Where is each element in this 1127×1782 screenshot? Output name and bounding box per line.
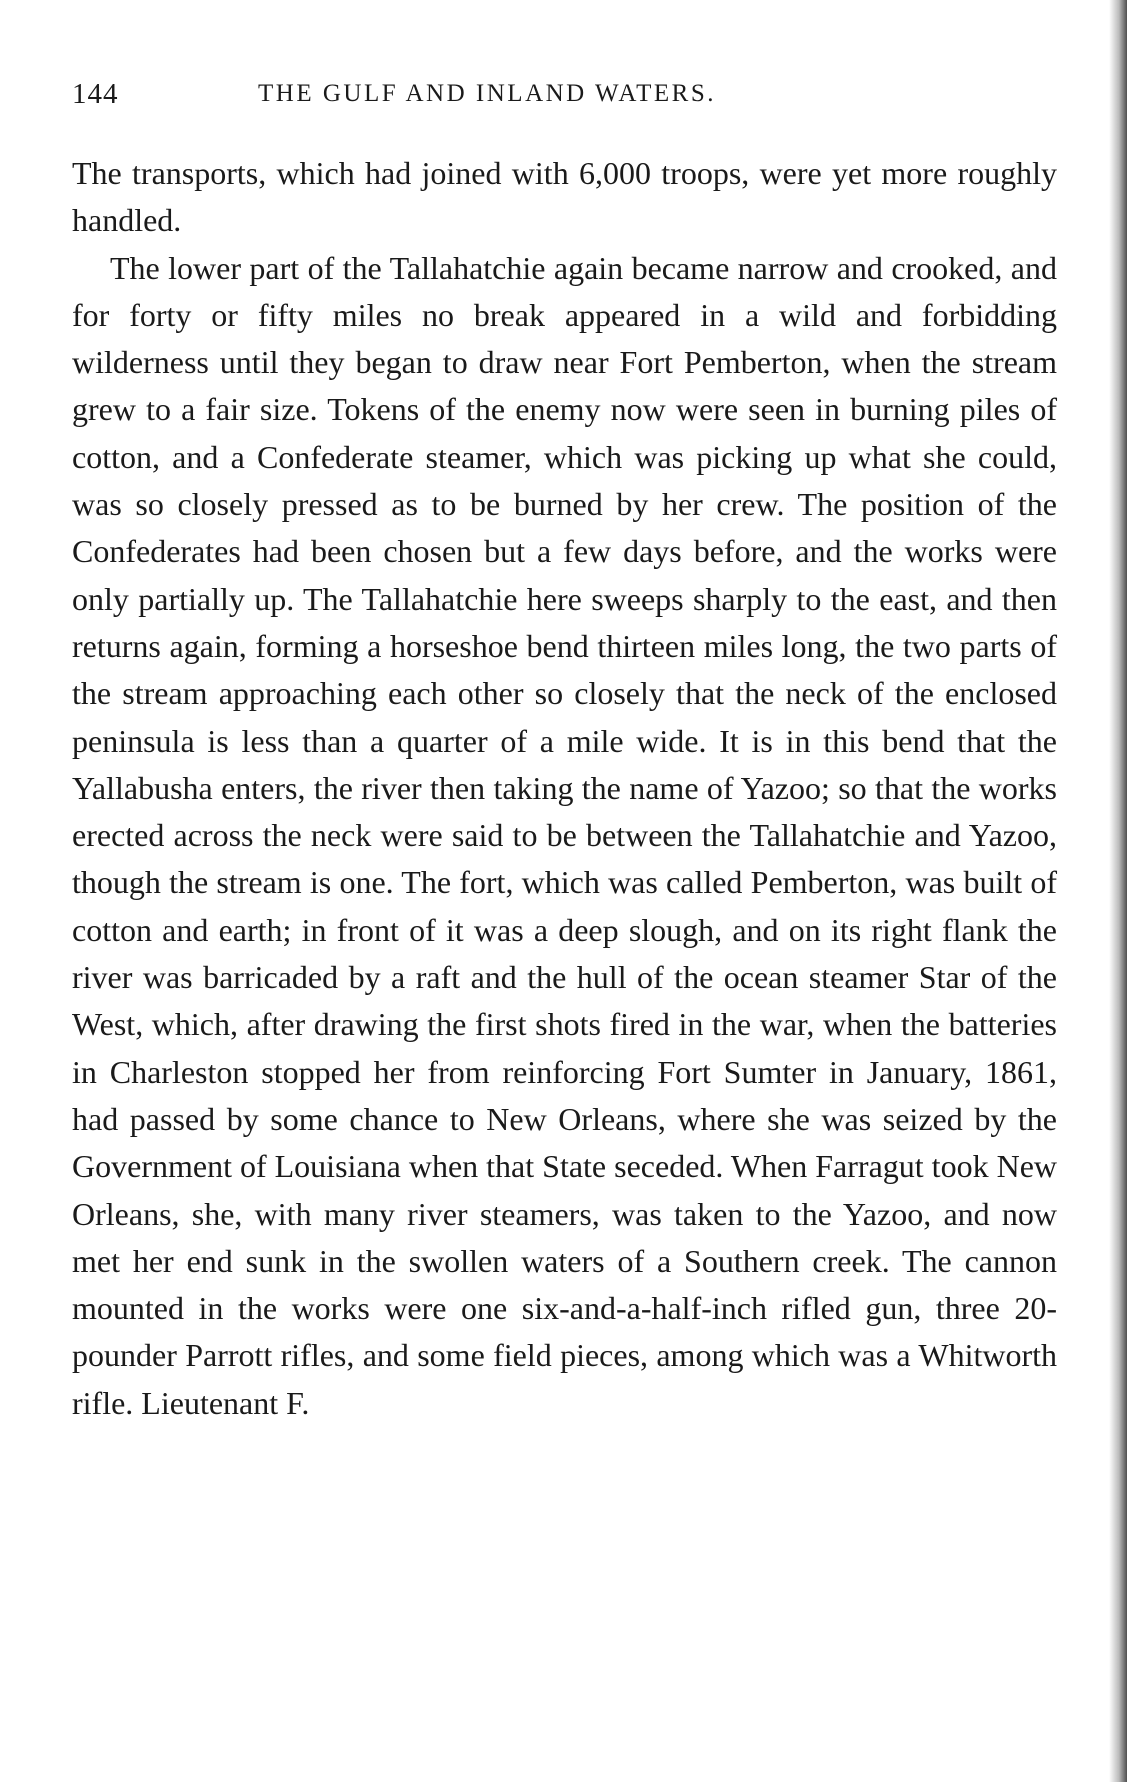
paragraph-continued: The transports, which had joined with 6,000 troops, were yet more roughly handled. xyxy=(72,155,1057,239)
running-head xyxy=(72,78,1057,118)
paragraph: The lower part of the Tallahatchie again became narrow and crooked, and for forty or fifty miles no break appeared in a wild and forbidding wilderness until they began to draw near Fort Pemberton, when the stream grew to a fair size. Tokens of the enemy now were seen in burning piles of cotton, and a Confederate steamer, which was picking up what she could, was so closely pressed as to be burned by her crew. The position of the Confederates had been chosen but a few days before, and the works were only partially up. The Tallahatchie here sweeps sharply to the east, and then returns again, forming a horseshoe bend thirteen miles long, the two parts of the stream approaching each other so closely that the neck of the enclosed peninsula is less than a quarter of a mile wide. It is in this bend that the Yallabusha enters, the river then taking the name of Yazoo; so that the works erected across the neck were said to be between the Tallahatchie and Yazoo, though the stream is one. The fort, which was called Pemberton, was built of cotton and earth; in front of it was a deep slough, and on its right flank the river was barricaded by a raft and the hull of the ocean steamer Star of the West, which, after drawing the first shots fired in the war, when the batteries in Charleston stopped her from reinforcing Fort Sumter in January, 1861, had passed by some chance to New Orleans, where she was seized by the Government of Louisiana when that State seceded. When Farragut took New Orleans, she, with many river steamers, was taken to the Yazoo, and now met her end sunk in the swollen waters of a Southern creek. The cannon mounted in the works were one six-and-a-half-inch rifled gun, three 20-pounder Parrott rifles, and some field pieces, among which was a Whitworth rifle. Lieutenant F. xyxy=(72,249,1057,1421)
page-number: 144 xyxy=(72,78,119,110)
scan-edge-shadow xyxy=(1109,0,1127,1782)
body-text xyxy=(72,150,1057,1427)
running-title: THE GULF AND INLAND WATERS. xyxy=(258,80,717,107)
